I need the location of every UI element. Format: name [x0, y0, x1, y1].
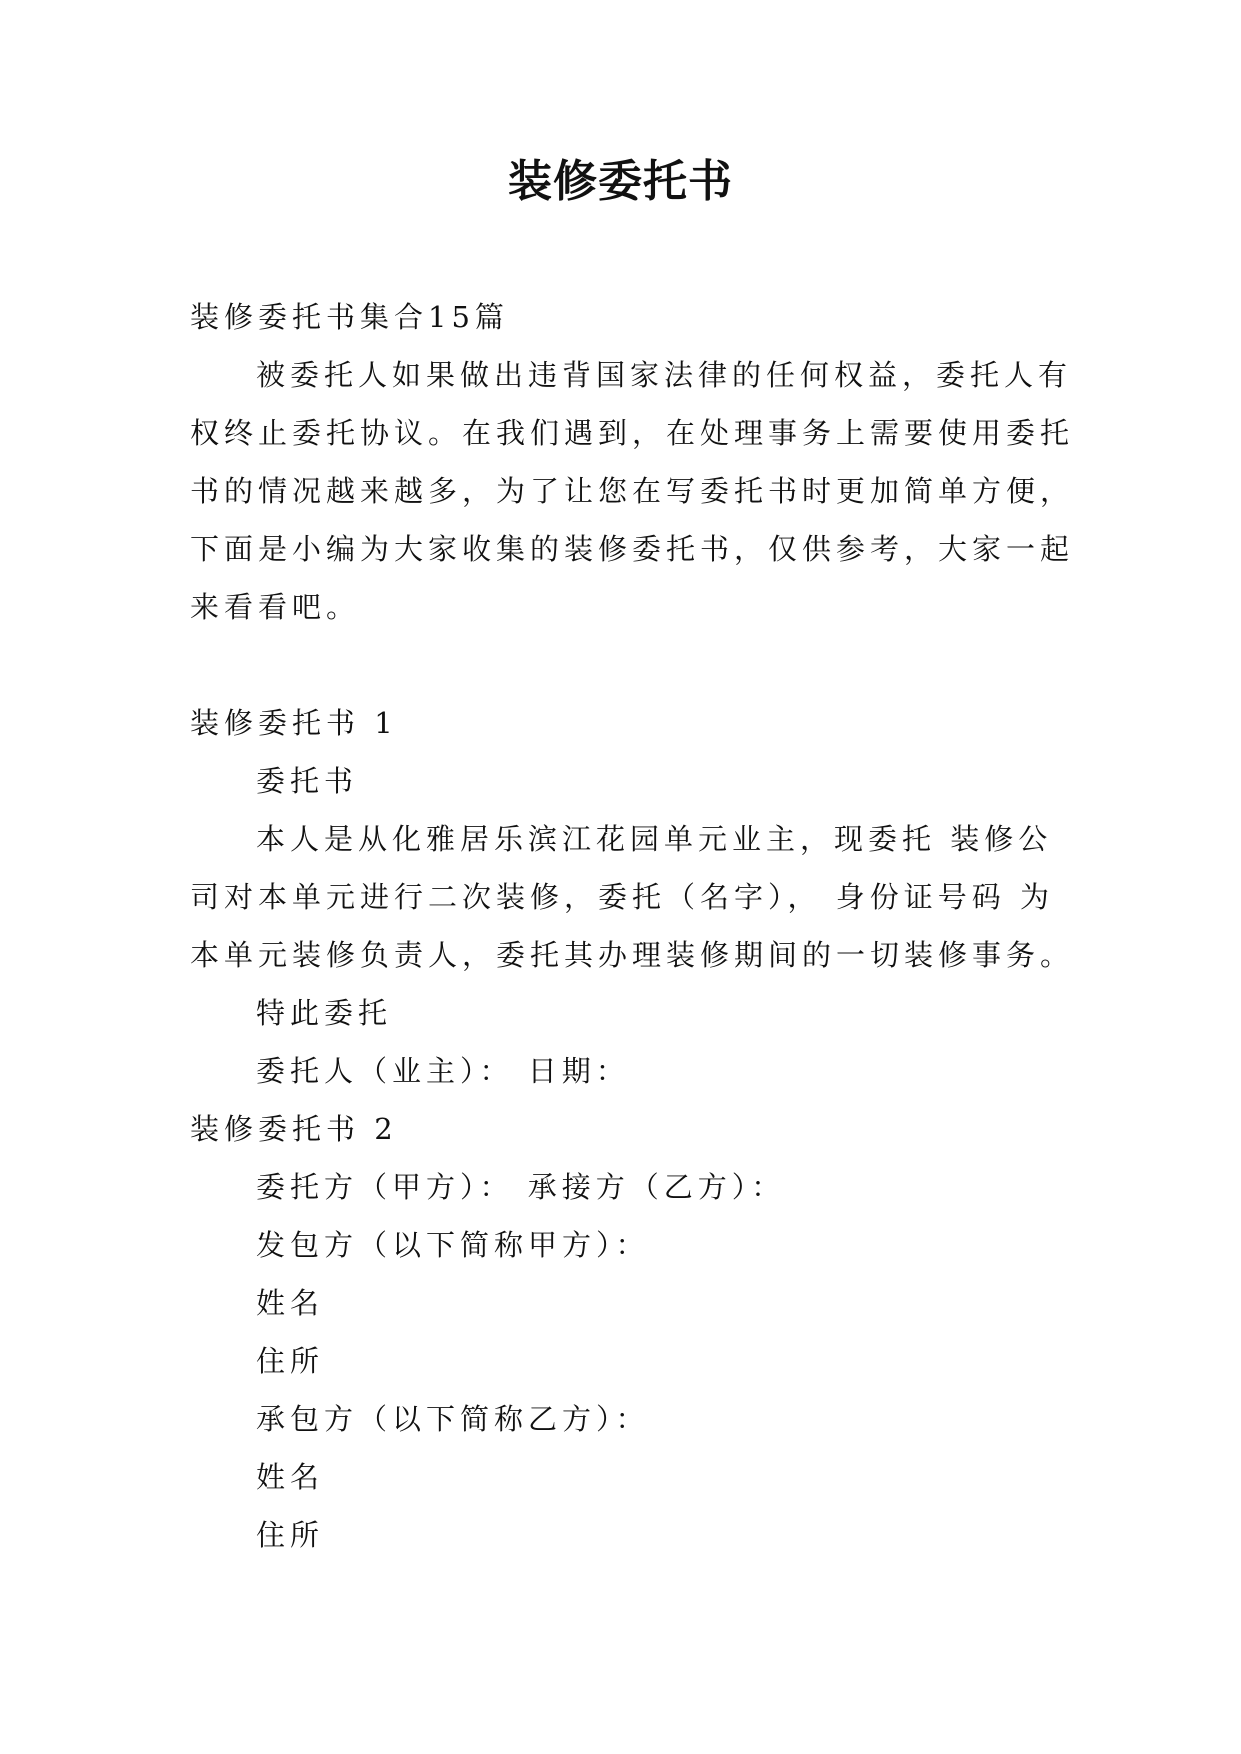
section-2 — [190, 1100, 1070, 1564]
section-heading: 装修委托书 2 — [190, 1112, 398, 1146]
paragraph-gap — [190, 636, 1070, 694]
intro-line: 来看看吧。 — [190, 590, 361, 624]
party-b-address: 住所 — [256, 1518, 325, 1552]
party-b-line: 承包方（以下简称乙方）： — [256, 1402, 650, 1436]
document-title: 装修委托书 — [508, 156, 733, 207]
signature-line: 委托人（业主）： 日期： — [256, 1054, 630, 1088]
document-body — [190, 288, 1075, 1564]
closing-text: 特此委托 — [256, 996, 393, 1030]
party-a-name: 姓名 — [256, 1286, 325, 1320]
section-label: 委托书 — [256, 764, 359, 798]
intro-line: 权终止委托协议。在我们遇到，在处理事务上需要使用委托 — [190, 416, 1075, 450]
intro-line: 下面是小编为大家收集的装修委托书，仅供参考，大家一起 — [190, 532, 1075, 566]
intro-line: 被委托人如果做出违背国家法律的任何权益，委托人有 — [256, 358, 1073, 392]
section-body-line: 本人是从化雅居乐滨江花园单元业主，现委托 装修公 — [256, 822, 1053, 856]
section-1 — [190, 694, 1075, 1100]
parties-line: 委托方（甲方）： 承接方（乙方）： — [256, 1170, 786, 1204]
intro-line: 书的情况越来越多，为了让您在写委托书时更加简单方便， — [190, 474, 1075, 508]
intro-paragraph — [190, 346, 1075, 636]
section-heading: 装修委托书 1 — [190, 706, 398, 740]
party-b-name: 姓名 — [256, 1460, 325, 1494]
section-body-line: 本单元装修负责人，委托其办理装修期间的一切装修事务。 — [190, 938, 1075, 972]
party-a-line: 发包方（以下简称甲方）： — [256, 1228, 650, 1262]
document-subtitle: 装修委托书集合15篇 — [190, 300, 509, 334]
section-body-line: 司对本单元进行二次装修，委托（名字）， 身份证号码 为 — [190, 880, 1054, 914]
party-a-address: 住所 — [256, 1344, 325, 1378]
